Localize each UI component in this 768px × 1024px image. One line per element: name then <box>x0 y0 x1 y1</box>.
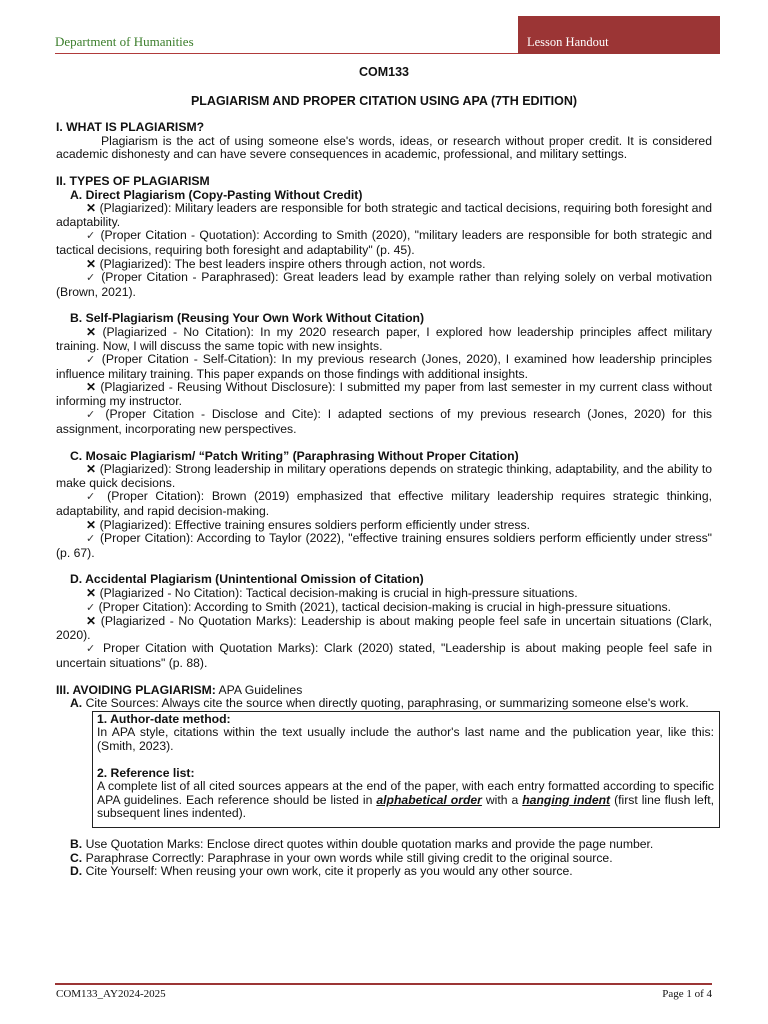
section-3-subtitle: APA Guidelines <box>218 682 303 697</box>
guideline-letter: C. <box>70 850 83 865</box>
hanging-indent-emphasis: hanging indent <box>522 792 611 807</box>
check-icon: ✓ <box>86 230 97 243</box>
example-text: (Proper Citation - Self-Citation): In my previous research (Jones, 2020), I examined how leadership principles influence military training. This paper expands on those findings with additional insights. <box>56 352 713 381</box>
example-item <box>56 615 712 642</box>
apa-info-box <box>92 711 720 828</box>
cross-icon: ✕ <box>86 201 97 216</box>
example-item <box>56 353 712 381</box>
example-item <box>56 258 712 272</box>
example-item <box>56 519 712 533</box>
alphabetical-order-emphasis: alphabetical order <box>376 792 482 807</box>
box-text: with a <box>485 792 519 807</box>
course-code: COM133 <box>358 65 410 79</box>
example-text: (Proper Citation): According to Taylor (2022), "effective training ensures soldiers perform efficiently under stress" (p. 67). <box>56 531 713 560</box>
check-icon: ✓ <box>86 272 97 285</box>
check-icon: ✓ <box>86 643 98 656</box>
example-text: (Proper Citation): According to Smith (2021), tactical decision-making is crucial in high-pressure situations. <box>98 599 671 614</box>
document-title: PLAGIARISM AND PROPER CITATION USING APA (7TH EDITION) <box>190 93 578 108</box>
footer-rule <box>55 983 712 985</box>
guideline-text: Cite Yourself: When reusing your own work, cite it properly as you would any other source. <box>85 864 573 879</box>
box-heading-1: 1. Author-date method: <box>97 711 231 726</box>
check-icon: ✓ <box>86 601 96 614</box>
section-2-heading: II. TYPES OF PLAGIARISM <box>56 173 210 188</box>
example-text: (Plagiarized): The best leaders inspire others through action, not words. <box>99 256 486 271</box>
example-text: (Plagiarized - No Citation): In my 2020 research paper, I explored how leadership principles affect military training. Now, I will discuss the same topic with new insights. <box>56 324 713 353</box>
example-text: (Proper Citation - Disclose and Cite): I adapted sections of my previous research (Jones, 2020) for this assignment, incorporating new perspectives. <box>56 407 712 437</box>
cross-icon: ✕ <box>86 614 97 629</box>
guideline-item <box>56 697 712 711</box>
guideline-text: Cite Sources: Always cite the source when directly quoting, paraphrasing, or summarizing someone else's work. <box>85 696 689 711</box>
subsection-b-heading: B. Self-Plagiarism (Reusing Your Own Work Without Citation) <box>70 311 425 326</box>
subsection-d-heading: D. Accidental Plagiarism (Unintentional Omission of Citation) <box>70 572 424 587</box>
example-text: (Plagiarized): Military leaders are responsible for both strategic and tactical decisions, requiring both foresight and adaptability. <box>56 201 713 229</box>
lesson-handout-label: Lesson Handout <box>527 35 609 49</box>
example-text: (Plagiarized): Strong leadership in military operations depends on strategic thinking, adaptability, and the ability to make quick decisions. <box>56 462 712 490</box>
guideline-letter: D. <box>70 864 83 879</box>
example-text: (Proper Citation): Brown (2019) emphasized that effective military leadership requires strategic thinking, adaptability, and rapid decision-making. <box>56 489 713 519</box>
example-text: (Plagiarized - No Citation): Tactical decision-making is crucial in high-pressure situations. <box>99 586 578 600</box>
subsection-a-heading: A. Direct Plagiarism (Copy-Pasting Without Credit) <box>70 187 363 202</box>
guideline-item <box>56 865 712 879</box>
check-icon: ✓ <box>86 533 96 546</box>
cross-icon: ✕ <box>86 586 97 600</box>
box-text: (first line flush left, subsequent lines indented). <box>97 792 714 821</box>
page-number: Page 1 of 4 <box>662 988 712 1000</box>
section-1-heading: I. WHAT IS PLAGIARISM? <box>56 120 205 135</box>
section-3-heading <box>56 684 712 698</box>
example-text: (Plagiarized - No Quotation Marks): Leadership is about making people feel safe in uncertain situations (Clark, 2020). <box>56 614 712 642</box>
example-item <box>56 642 712 670</box>
check-icon: ✓ <box>86 409 99 422</box>
document-body <box>56 66 712 879</box>
example-item <box>56 381 712 408</box>
guideline-letter: A. <box>70 696 83 711</box>
cross-icon: ✕ <box>86 380 97 395</box>
box-paragraph-2 <box>97 780 714 821</box>
example-item <box>56 271 712 299</box>
example-item <box>56 229 712 257</box>
example-item <box>56 601 712 616</box>
guideline-item <box>56 838 712 852</box>
example-item <box>56 532 712 560</box>
example-text: (Proper Citation - Quotation): According to Smith (2020), "military leaders are responsible for both strategic and tactical decisions, requiring both foresight and adaptability" (p. 45). <box>56 228 713 257</box>
guideline-item <box>56 852 712 866</box>
department-name: Department of Humanities <box>55 34 194 49</box>
example-item <box>56 202 712 229</box>
example-item <box>56 326 712 353</box>
header-label-box <box>518 16 720 54</box>
check-icon: ✓ <box>86 491 100 504</box>
guideline-text: Paraphrase Correctly: Paraphrase in your own words while still giving credit to the original source. <box>85 850 613 865</box>
cross-icon: ✕ <box>86 324 97 339</box>
footer-course-year: COM133_AY2024-2025 <box>56 988 166 1000</box>
example-text: Proper Citation with Quotation Marks): Clark (2020) stated, "Leadership is about making people feel safe in uncertain situations" (p. 88). <box>56 641 713 670</box>
header-rule <box>55 53 518 54</box>
example-text: (Plagiarized): Effective training ensures soldiers perform efficiently under stress. <box>99 517 530 532</box>
guideline-text: Use Quotation Marks: Enclose direct quotes within double quotation marks and provide the page number. <box>85 836 654 851</box>
subsection-c-heading: C. Mosaic Plagiarism/ “Patch Writing” (Paraphrasing Without Proper Citation) <box>70 448 519 463</box>
cross-icon: ✕ <box>86 517 97 532</box>
example-item <box>56 587 712 601</box>
example-text: (Proper Citation - Paraphrased): Great leaders lead by example rather than relying solely on verbal motivation (Brown, 2021). <box>56 270 712 299</box>
box-heading-2: 2. Reference list: <box>97 765 195 780</box>
section-1-body: Plagiarism is the act of using someone else's words, ideas, or research without proper credit. It is considered academic dishonesty and can have severe consequences in academic, professional, and military settings. <box>56 133 712 162</box>
guideline-letter: B. <box>70 836 83 851</box>
cross-icon: ✕ <box>86 462 97 477</box>
example-item <box>56 463 712 490</box>
box-text: A complete list of all cited sources appears at the end of the paper, with each entry formatted according to specific APA guidelines. Each reference should be listed in <box>97 779 714 807</box>
box-paragraph-1: In APA style, citations within the text usually include the author's last name and the publication year, like this: (Smith, 2023). <box>97 725 714 753</box>
example-item <box>56 490 712 518</box>
example-item <box>56 408 712 436</box>
example-text: (Plagiarized - Reusing Without Disclosure): I submitted my paper from last semester in my current class without informing my instructor. <box>56 380 712 408</box>
section-3-title: III. AVOIDING PLAGIARISM: <box>56 682 216 697</box>
check-icon: ✓ <box>86 354 97 367</box>
cross-icon: ✕ <box>86 256 97 271</box>
